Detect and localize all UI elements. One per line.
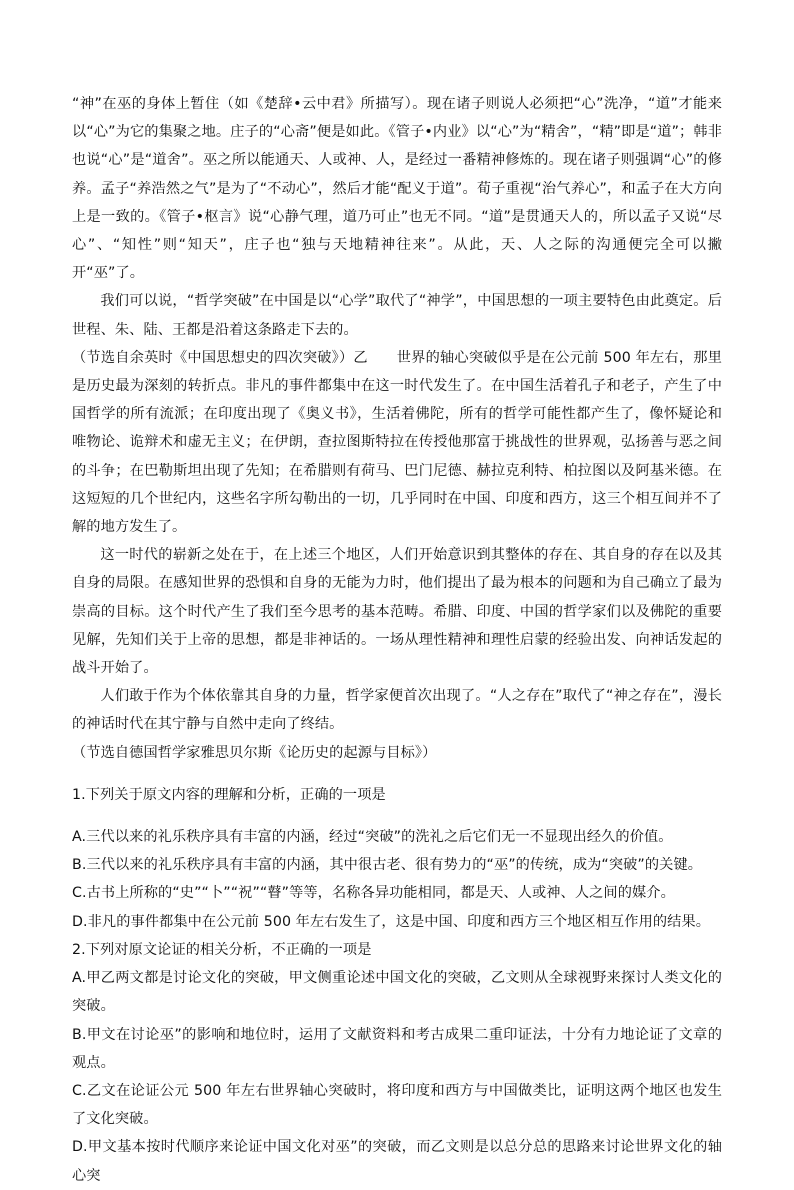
passage-paragraph-5: 人们敢于作为个体依靠其自身的力量，哲学家便首次出现了。“人之存在”取代了“神之存在”，漫长的神话时代在其宁静与自然中走向了终结。: [72, 688, 722, 733]
question-1-option-d: D.非凡的事件都集中在公元前 500 年左右发生了，这是中国、印度和西方三个地区相互作用的结果。: [72, 913, 711, 930]
question-1-stem: 1.下列关于原文内容的理解和分析，正确的一项是: [72, 786, 386, 803]
passage-paragraph-1: “神”在巫的身体上暂住（如《楚辞•云中君》所描写）。现在诸子则说人必须把“心”洗净，“道”才能来以“心”为它的集聚之地。庄子的“心斋”便是如此。《管子•内业》以“心”为“精舍”，“精”即是“道”；韩非也说“心”是“道舍”。巫之所以能通天、人或神、人，是经过一番精神修炼的。现在诸子则强调“心”的修养。孟子“养浩然之气”是为了“不动心”，然后才能“配义于道”。荀子重视“治气养心”，和孟子在大方向上是一致的。《管子•枢言》说“心静气理，道乃可止”也无不同。“道”是贯通天人的，所以孟子又说“尽心”、“知性”则“知天”，庄子也“独与天地精神往来”。从此，天、人之际的沟通便完全可以撇开“巫”了。: [72, 96, 722, 282]
passage-paragraph-2: 我们可以说，“哲学突破”在中国是以“心学”取代了“神学”，中国思想的一项主要特色由此奠定。后世程、朱、陆、王都是沿着这条路走下去的。: [72, 293, 722, 338]
question-2-option-d: D.甲文基本按时代顺序来论证中国文化对巫”的突破，而乙文则是以总分总的思路来讨论世界文化的轴心突: [72, 1139, 722, 1184]
question-1-option-a: A.三代以来的礼乐秩序具有丰富的内涵，经过“突破”的洗礼之后它们无一不显现出经久的价值。: [72, 829, 673, 846]
question-2-option-b: B.甲文在讨论巫”的影响和地位时，运用了文献资料和考古成果二重印证法，十分有力地论证了文章的观点。: [72, 1026, 722, 1071]
question-1-option-c: C.古书上所称的“史”“卜”“祝”“瞽”等等，名称各异功能相同，都是天、人或神、人之间的媒介。: [72, 885, 675, 902]
question-1-option-b: B.三代以来的礼乐秩序具有丰富的内涵，其中很古老、很有势力的“巫”的传统，成为“突破”的关键。: [72, 857, 703, 874]
question-2-option-c: C.乙文在论证公元 500 年左右世界轴心突破时，将印度和西方与中国做类比，证明这两个地区也发生了文化突破。: [72, 1082, 722, 1128]
question-2-stem: 2.下列对原文论证的相关分析，不正确的一项是: [72, 941, 372, 958]
passage-paragraph-4: 这一时代的崭新之处在于，在上述三个地区，人们开始意识到其整体的存在、其自身的存在以及其自身的局限。在感知世界的恐惧和自身的无能为力时，他们提出了最为根本的问题和为自己确立了最为崇高的目标。这个时代产生了我们至今思考的基本范畴。希腊、印度、中国的哲学家们以及佛陀的重要见解，先知们关于上帝的思想，都是非神话的。一场从理性精神和理性启蒙的经验出发、向神话发起的战斗开始了。: [72, 547, 722, 677]
passage-paragraph-3: （节选自余英时《中国思想史的四次突破》）乙 世界的轴心突破似乎是在公元前 500 年左右，那里是历史最为深刻的转折点。非凡的事件都集中在这一时代发生了。在中国生活着孔子和老子，产生了中国哲学的所有流派；在印度出现了《奥义书》，生活着佛陀，所有的哲学可能性都产生了，像怀疑论和唯物论、诡辩术和虚无主义；在伊朗，查拉图斯特拉在传授他那富于挑战性的世界观，弘扬善与恶之间的斗争；在巴勒斯坦出现了先知；在希腊则有荷马、巴门尼德、赫拉克利特、柏拉图以及阿基米德。在这短短的几个世纪内，这些名字所勾勒出的一切，几乎同时在中国、印度和西方，这三个相互间并不了解的地方发生了。: [72, 349, 722, 536]
question-2-option-a: A.甲乙两文都是讨论文化的突破，甲文侧重论述中国文化的突破，乙文则从全球视野来探讨人类文化的突破。: [72, 970, 722, 1015]
document-page: [72, 90, 722, 1190]
passage-source-note: （节选自德国哲学家雅思贝尔斯《论历史的起源与目标》）: [72, 744, 437, 761]
